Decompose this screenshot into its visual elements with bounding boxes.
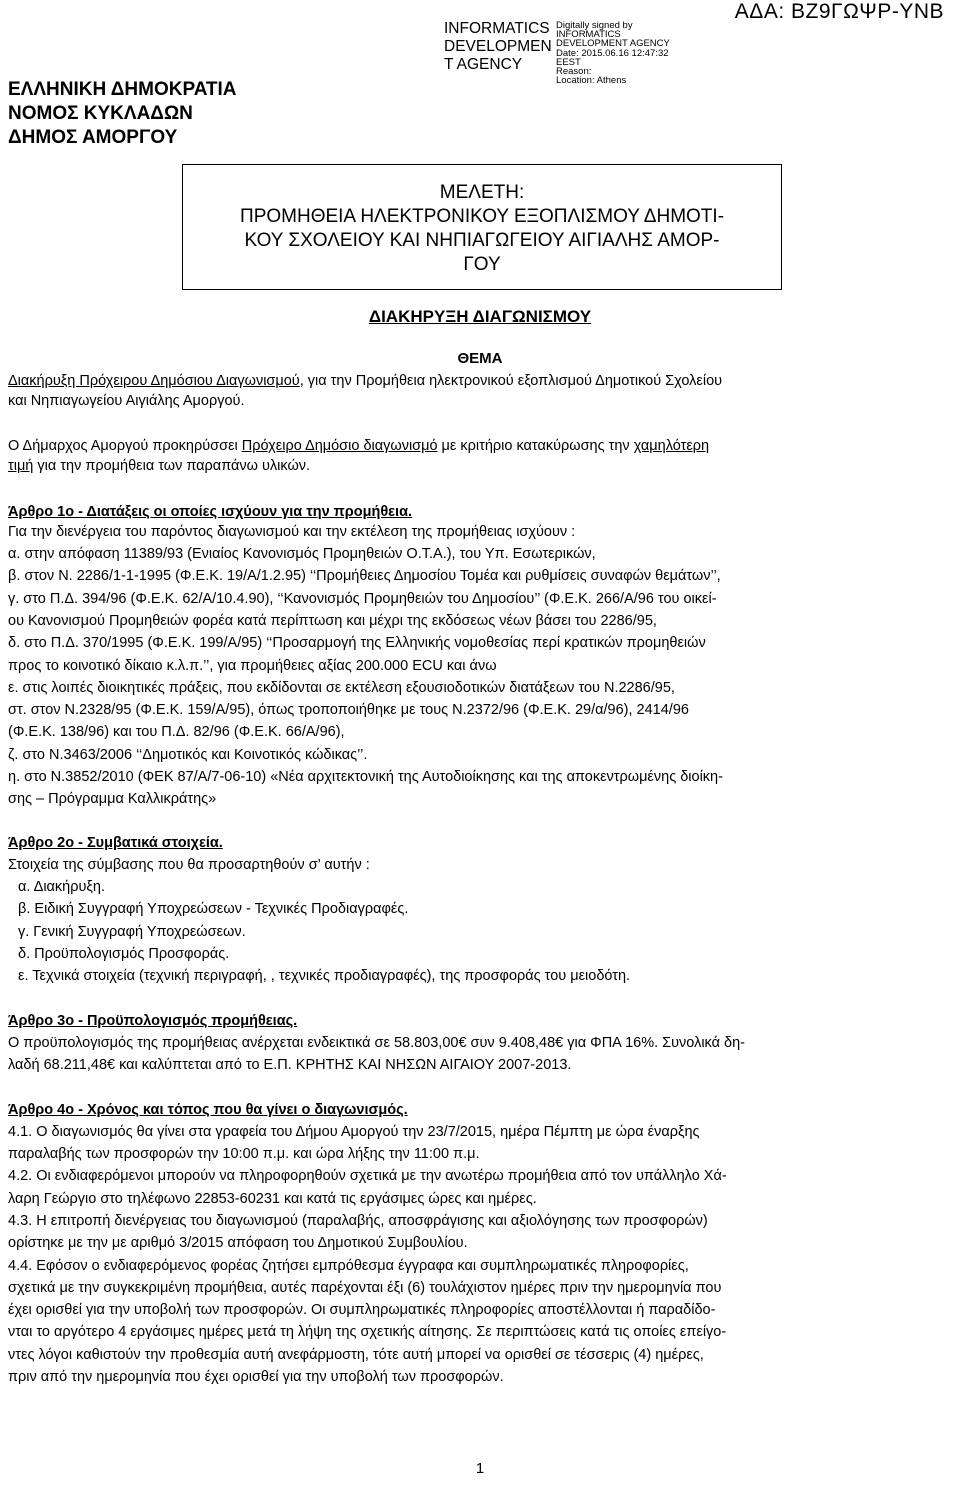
article-4-line: έχει ορισθεί για την υποβολή των προσφορών. Οι συμπληρωματικές πληροφορίες αποστέλλονται ή παραδίδο- [8, 1302, 716, 1318]
intro-line [8, 436, 709, 456]
article-4-line: λαρη Γεώργιο στο τηλέφωνο 22853-60231 και κατά τις εργάσιμες ώρες και ημέρες. [8, 1191, 537, 1207]
article-2-title: Άρθρο 2ο - Συμβατικά στοιχεία. [8, 835, 223, 851]
subject-heading: ΘΕΜΑ [457, 350, 503, 367]
article-1-line: δ. στο Π.Δ. 370/1995 (Φ.Ε.Κ. 199/Α/95) ‘‘Προσαρμογή της Ελληνικής νομοθεσίας περί κρατικών προμηθειών [8, 635, 706, 651]
issuing-authority [8, 78, 236, 150]
study-line: ΠΡΟΜΗΘΕΙΑ ΗΛΕΚΤΡΟΝΙΚΟΥ ΕΞΟΠΛΙΣΜΟΥ ΔΗΜΟΤΙ- [239, 206, 725, 227]
intro-underline: Πρόχειρο Δημόσιο διαγωνισμό [241, 438, 438, 454]
article-4-line: 4.3. Η επιτροπή διενέργειας του διαγωνισμού (παραλαβής, αποσφράγισης και αξιολόγησης των προσφορών) [8, 1213, 708, 1229]
signer-name [444, 20, 552, 74]
signer-line: T AGENCY [444, 56, 523, 73]
study-line: ΓΟΥ [463, 254, 501, 275]
article-1-line: Για την διενέργεια του παρόντος διαγωνισμού και την εκτέλεση της προμήθειας ισχύουν : [8, 524, 576, 540]
article-1-line: β. στον Ν. 2286/1-1-1995 (Φ.Ε.Κ. 19/Α/1.2.95) ‘‘Προμήθειες Δημοσίου Τομέα και ρυθμίσεις συναφών θεμάτων’’, [8, 568, 721, 584]
article-3-line: Ο προϋπολογισμός της προμήθειας ανέρχεται ενδεικτικά σε 58.803,00€ συν 9.408,48€ για ΦΠΑ 16%. Συνολικά δη- [8, 1035, 746, 1051]
study-line: ΚΟΥ ΣΧΟΛΕΙΟΥ ΚΑΙ ΝΗΠΙΑΓΩΓΕΙΟΥ ΑΙΓΙΑΛΗΣ ΑΜΟΡ- [244, 230, 720, 251]
article-4-line: 4.4. Εφόσον ο ενδιαφερόμενος φορέας ζητήσει εμπρόθεσμα έγγραφα και συμπληρωματικές πληροφορίες, [8, 1258, 689, 1274]
article-1-line: ε. στις λοιπές διοικητικές πράξεις, που εκδίδονται σε εκτέλεση εξουσιοδοτικών διατάξεων του Ν.2286/95, [8, 680, 675, 696]
intro-text: Ο Δήμαρχος Αμοργού προκηρύσσει [8, 438, 242, 454]
digital-signature-details [556, 21, 670, 85]
article-2-line: δ. Προϋπολογισμός Προσφοράς. [18, 946, 230, 962]
article-1-line: ου Κανονισμού Προμηθειών φορέα κατά περίπτωση και μέχρι της εκδόσεως νέων βάσει του 2286/95, [8, 613, 657, 629]
authority-line: ΝΟΜΟΣ ΚΥΚΛΑΔΩΝ [8, 103, 193, 124]
article-1-line: (Φ.Ε.Κ. 138/96) και του Π.Δ. 82/96 (Φ.Ε.Κ. 66/Α/96), [8, 724, 345, 740]
article-2-line: α. Διακήρυξη. [18, 879, 106, 895]
article-4-line: 4.1. Ο διαγωνισμός θα γίνει στα γραφεία του Δήμου Αμοργού την 23/7/2015, ημέρα Πέμπτη με ώρα έναρξης [8, 1124, 700, 1140]
ada-code: ΑΔΑ: ΒΖ9ΓΩΨΡ-ΥΝΒ [734, 0, 944, 23]
article-3-line: λαδή 68.211,48€ και καλύπτεται από το Ε.Π. ΚΡΗΤΗΣ ΚΑΙ ΝΗΣΩΝ ΑΙΓΑΙΟΥ 2007-2013. [8, 1057, 572, 1073]
article-1-line: σης – Πρόγραμμα Καλλικράτης» [8, 791, 217, 807]
article-1-line: α. στην απόφαση 11389/93 (Ενιαίος Κανονισμός Προμηθειών Ο.Τ.Α.), του Υπ. Εσωτερικών, [8, 546, 596, 562]
article-1-line: ζ. στο Ν.3463/2006 ‘‘Δημοτικός και Κοινοτικός κώδικας’’. [8, 747, 368, 763]
article-4-line: νται το αργότερο 4 εργάσιμες ημέρες μετά τη λήψη της σχετικής αίτησης. Σε περιπτώσεις κατά τις οποίες επείγο- [8, 1324, 727, 1340]
signer-line: INFORMATICS [444, 20, 550, 37]
article-2-line: β. Ειδική Συγγραφή Υποχρεώσεων - Τεχνικές Προδιαγραφές. [18, 901, 409, 917]
authority-line: ΕΛΛΗΝΙΚΗ ΔΗΜΟΚΡΑΤΙΑ [8, 79, 237, 100]
subject-text: , για την Προμήθεια ηλεκτρονικού εξοπλισμού Δημοτικού Σχολείου [299, 373, 723, 389]
article-3-title: Άρθρο 3ο - Προϋπολογισμός προμήθειας. [8, 1013, 298, 1029]
article-4-line: πριν από την ημερομηνία που έχει ορισθεί για την υποβολή των προσφορών. [8, 1369, 504, 1385]
article-4-line: 4.2. Οι ενδιαφερόμενοι μπορούν να πληροφορηθούν σχετικά με την ανωτέρω προμήθεια από τον υπάλληλο Χά- [8, 1168, 727, 1184]
subject-line [8, 371, 722, 391]
article-1-line: προς το κοινοτικό δίκαιο κ.λ.π.’’, για προμήθειες αξίας 200.000 ECU και άνω [8, 658, 497, 674]
intro-text: με κριτήριο κατακύρωσης την [437, 438, 634, 454]
signature-line: Digitally signed by [556, 20, 633, 31]
article-4-line: ορίστηκε με την με αριθμό 3/2015 απόφαση του Δημοτικού Συμβουλίου. [8, 1235, 468, 1251]
article-1-line: γ. στο Π.Δ. 394/96 (Φ.Ε.Κ. 62/Α/10.4.90), ‘‘Κανονισμός Προμηθειών του Δημοσίου’’ (Φ.Ε.Κ. 266/Α/96 του οικεί- [8, 591, 717, 607]
signature-line: Location: Athens [556, 75, 627, 87]
subject-link: Διακήρυξη Πρόχειρου Δημόσιου Διαγωνισμού [8, 373, 300, 389]
signature-line: Reason: [556, 66, 592, 78]
article-1-line: η. στο Ν.3852/2010 (ΦΕΚ 87/Α/7-06-10) «Νέα αρχιτεκτονική της Αυτοδιοίκησης και της αποκεντρωμένης διοίκη- [8, 769, 723, 785]
signature-line: Date: 2015.06.16 12:47:32 [556, 47, 669, 59]
article-1-line: στ. στον Ν.2328/95 (Φ.Ε.Κ. 159/Α/95), όπως τροποποιήθηκε με τους Ν.2372/96 (Φ.Ε.Κ. 29/α/96), 2414/96 [8, 702, 689, 718]
article-2-line: Στοιχεία της σύμβασης που θα προσαρτηθούν σ’ αυτήν : [8, 857, 370, 873]
authority-line: ΔΗΜΟΣ ΑΜΟΡΓΟΥ [8, 127, 178, 148]
study-line: ΜΕΛΕΤΗ: [439, 182, 525, 203]
intro-underline: τιμή [8, 458, 34, 474]
article-4-line: σχετικά με την συγκεκριμένη προμήθεια, αυτές παρέχονται έξι (6) τουλάχιστον ημέρες πριν την ημερομηνία που [8, 1280, 722, 1296]
study-title-box [182, 164, 782, 290]
article-2-line: ε. Τεχνικά στοιχεία (τεχνική περιγραφή, , τεχνικές προδιαγραφές), της προσφοράς του μειοδότη. [18, 968, 631, 984]
intro-line [8, 456, 310, 476]
article-2-line: γ. Γενική Συγγραφή Υποχρεώσεων. [18, 924, 246, 940]
article-4-line: παραλαβής των προσφορών την 10:00 π.μ. και ώρα λήξης την 11:00 π.μ. [8, 1146, 480, 1162]
intro-underline: χαμηλότερη [633, 438, 710, 454]
article-4-title: Άρθρο 4ο - Χρόνος και τόπος που θα γίνει ο διαγωνισμός. [8, 1102, 408, 1118]
proclamation-title: ΔΙΑΚΗΡΥΞΗ ΔΙΑΓΩΝΙΣΜΟΥ [368, 307, 592, 326]
article-1-title: Άρθρο 1ο - Διατάξεις οι οποίες ισχύουν για την προμήθεια. [8, 504, 413, 520]
subject-line: και Νηπιαγωγείου Αιγιάλης Αμοργού. [8, 393, 245, 409]
signature-line: EEST [556, 56, 581, 68]
article-4-line: ντες λόγοι καθιστούν την προθεσμία αυτή ανεφάρμοστη, τότε αυτή μπορεί να ορισθεί σε τέσσερις (4) ημέρες, [8, 1347, 704, 1363]
signature-line: DEVELOPMENT AGENCY [556, 38, 670, 50]
signer-line: DEVELOPMEN [444, 38, 552, 55]
signature-line: INFORMATICS [556, 29, 621, 41]
intro-text: για την προμήθεια των παραπάνω υλικών. [33, 458, 311, 474]
page-number: 1 [475, 1460, 485, 1477]
